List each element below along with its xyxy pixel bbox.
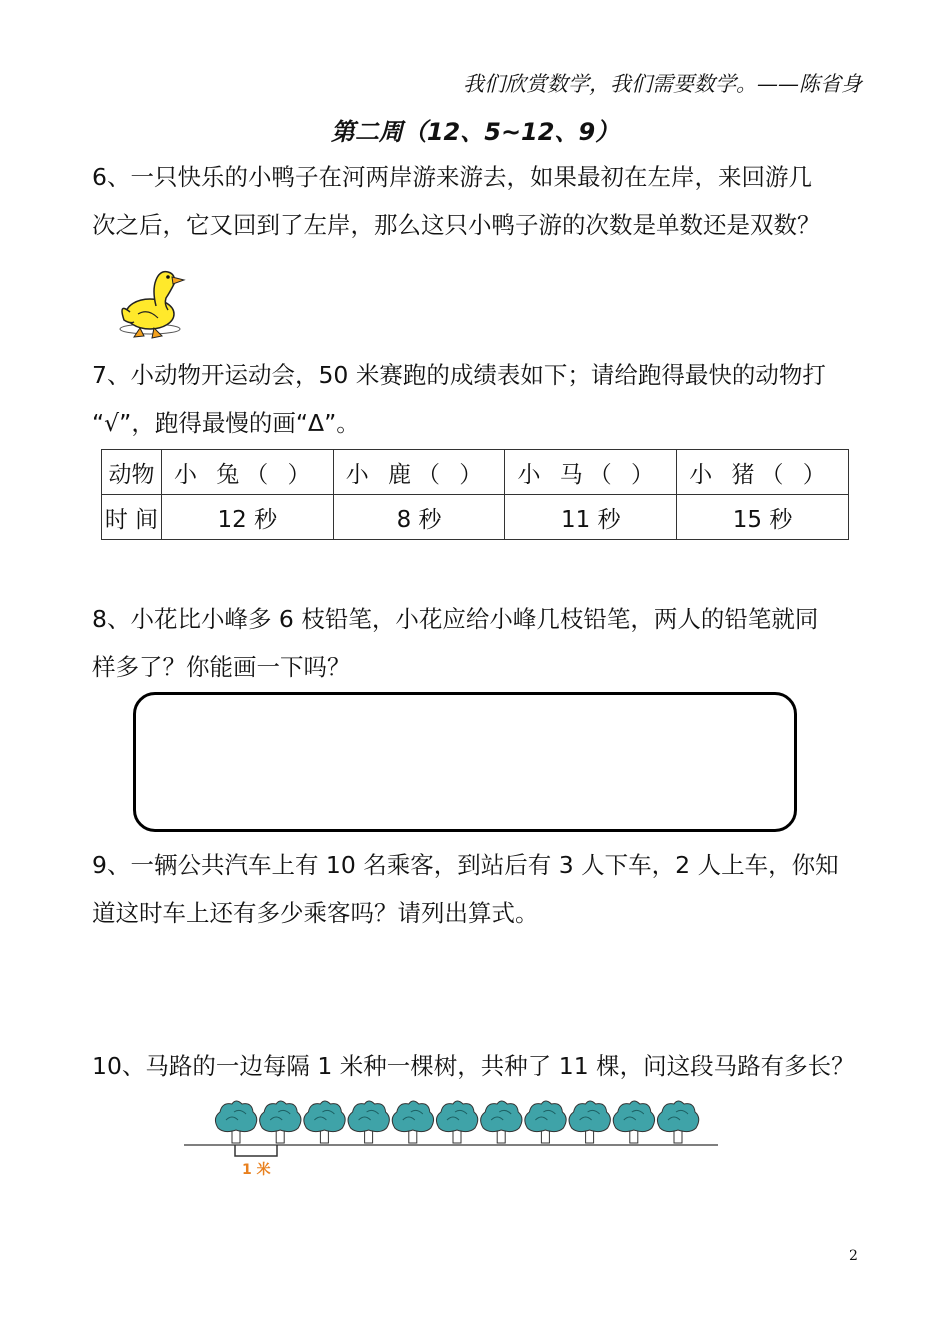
question-9-line-2: 道这时车上还有多少乘客吗？请列出算式。: [92, 899, 539, 927]
question-9-line-1: 9、一辆公共汽车上有 10 名乘客，到站后有 3 人下车，2 人上车，你知: [92, 851, 839, 879]
tree-icon: [481, 1101, 522, 1143]
table-cell: 小 兔（ ）: [161, 450, 333, 495]
tree-icon: [215, 1101, 256, 1143]
question-7-line-1: 7、小动物开运动会，50 米赛跑的成绩表如下；请给跑得最快的动物打: [92, 361, 826, 389]
tree-icon: [304, 1101, 345, 1143]
table-cell: 12 秒: [161, 495, 333, 540]
tree-icon: [436, 1101, 477, 1143]
table-cell: 15 秒: [677, 495, 849, 540]
question-6-line-2: 次之后，它又回到了左岸，那么这只小鸭子游的次数是单数还是双数？: [92, 211, 821, 239]
tree-icon: [613, 1101, 654, 1143]
table-cell: 小 猪（ ）: [677, 450, 849, 495]
tree-icon: [569, 1101, 610, 1143]
table-cell: 8 秒: [333, 495, 505, 540]
question-7: [92, 351, 882, 447]
tree-icon: [657, 1101, 698, 1143]
page-title: 第二周（12、5~12、9）: [330, 118, 620, 146]
question-9: [92, 841, 882, 937]
distance-label: 1 米: [242, 1162, 271, 1178]
table-header-row: [102, 450, 849, 495]
distance-bracket: [235, 1145, 277, 1156]
tree-icon: [392, 1101, 433, 1143]
table-row: [102, 495, 849, 540]
race-results-table: [101, 449, 849, 540]
question-8: [92, 595, 882, 691]
table-cell: 11 秒: [505, 495, 677, 540]
tree-icon: [348, 1101, 389, 1143]
question-10: [92, 1042, 882, 1090]
table-cell: 小 马（ ）: [505, 450, 677, 495]
table-cell: 时 间: [102, 495, 162, 540]
page-number: 2: [849, 1248, 858, 1264]
table-cell: 动物: [102, 450, 162, 495]
tree-icon: [260, 1101, 301, 1143]
table-cell: 小 鹿（ ）: [333, 450, 505, 495]
question-6: [92, 153, 882, 249]
question-6-line-1: 6、一只快乐的小鸭子在河两岸游来游去，如果最初在左岸，来回游几: [92, 163, 812, 191]
tree-row-figure: [184, 1098, 724, 1180]
question-10-line-1: 10、马路的一边每隔 1 米种一棵树，共种了 11 棵，问这段马路有多长？: [92, 1052, 855, 1080]
motto: 我们欣赏数学，我们需要数学。——陈省身: [463, 72, 862, 96]
question-8-line-2: 样多了？你能画一下吗？: [92, 653, 351, 681]
drawing-answer-box[interactable]: [133, 692, 797, 832]
question-7-line-2: “√”，跑得最慢的画“Δ”。: [92, 409, 360, 437]
tree-icon: [525, 1101, 566, 1143]
duck-illustration: [110, 262, 190, 342]
question-8-line-1: 8、小花比小峰多 6 枝铅笔，小花应给小峰几枝铅笔，两人的铅笔就同: [92, 605, 819, 633]
